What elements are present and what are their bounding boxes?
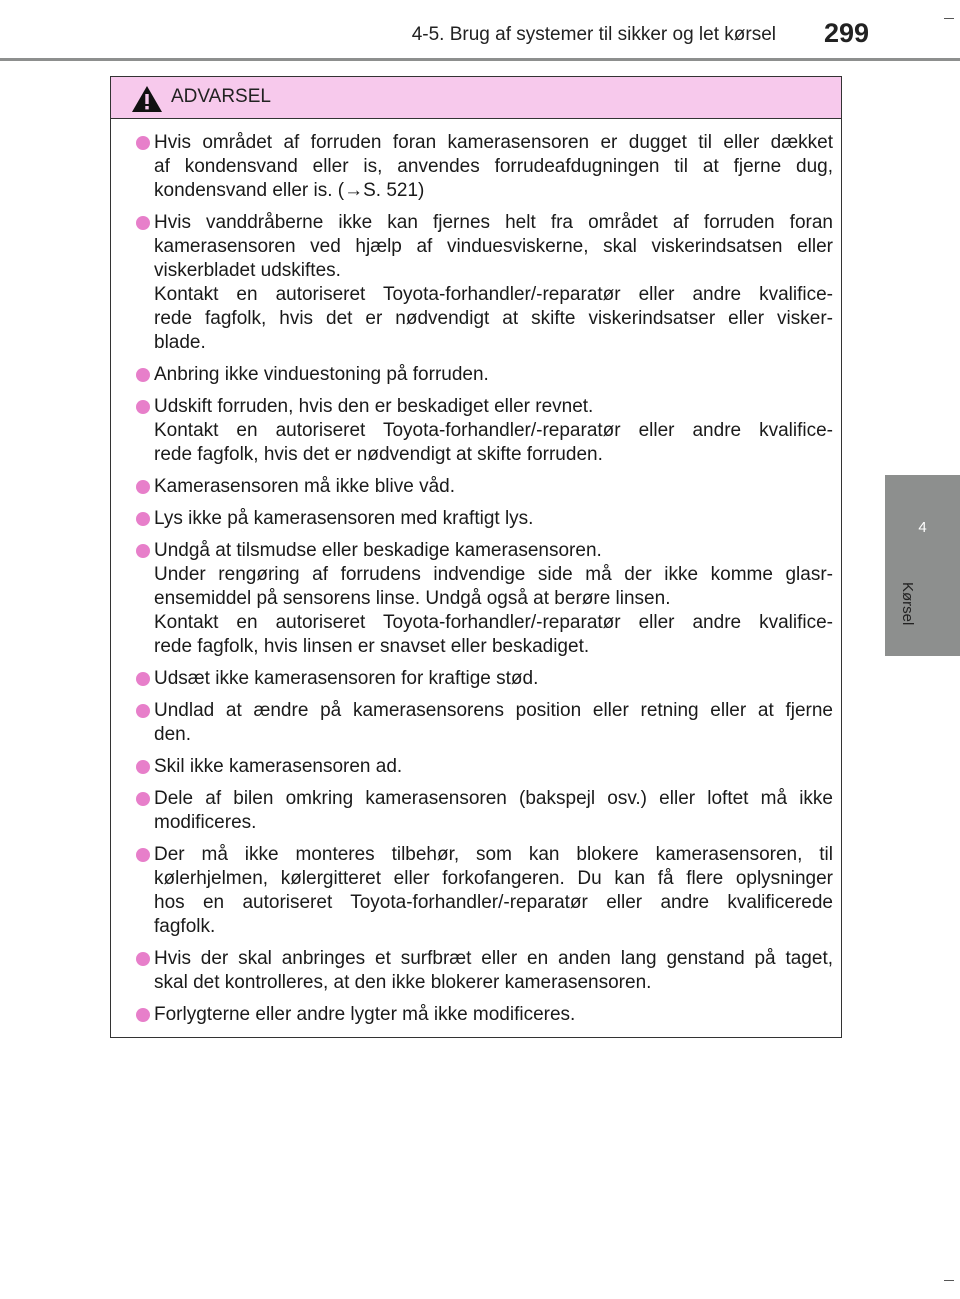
warning-item-line: blade.: [154, 332, 206, 353]
warning-item-line: af kondensvand eller is, anvendes forrudeafdugningen til at fjerne dug,: [154, 156, 833, 177]
warning-item-line: Kamerasensoren må ikke blive våd.: [154, 476, 455, 497]
bullet-icon: [136, 480, 150, 494]
warning-item-line: Udsæt ikke kamerasensoren for kraftige stød.: [154, 668, 539, 689]
warning-item: [111, 699, 841, 747]
warning-item-line: rede fagfolk, hvis linsen er snavset eller beskadiget.: [154, 636, 590, 657]
warning-item-line: fagfolk.: [154, 916, 216, 937]
warning-item-line: modificeres.: [154, 812, 257, 833]
section-title: 4-5. Brug af systemer til sikker og let kørsel: [411, 24, 776, 45]
warning-title: ADVARSEL: [171, 86, 271, 107]
bullet-icon: [136, 136, 150, 150]
warning-item-line: Dele af bilen omkring kamerasensoren (bakspejl osv.) eller loftet må ikke: [154, 788, 833, 809]
page-number: 299: [824, 18, 870, 48]
bullet-icon: [136, 704, 150, 718]
warning-item-line: skal det kontrolleres, at den ikke blokerer kamerasensoren.: [154, 972, 652, 993]
warning-item: [111, 787, 841, 835]
warning-item: [111, 211, 841, 355]
warning-item-line: Anbring ikke vinduestoning på forruden.: [154, 364, 489, 385]
chapter-tab: [885, 475, 960, 656]
bullet-icon: [136, 400, 150, 414]
warning-item: [111, 395, 841, 467]
warning-item-line: kølerhjelmen, kølergitteret eller forkofangeren. Du kan få flere oplysninger: [154, 868, 833, 889]
chapter-number: 4: [918, 519, 927, 536]
bullet-icon: [136, 368, 150, 382]
warning-item-line: kamerasensoren ved hjælp af vinduesviskerne, skal viskerindsatsen eller: [154, 236, 833, 257]
bullet-icon: [136, 848, 150, 862]
bullet-icon: [136, 952, 150, 966]
warning-item-line: Under rengøring af forrudens indvendige side må der ikke komme glasr-: [154, 564, 833, 585]
warning-item-line: viskerbladet udskiftes.: [154, 260, 341, 281]
warning-item: [111, 1003, 841, 1027]
header-rule: [0, 58, 960, 61]
warning-item-line: Kontakt en autoriseret Toyota-forhandler/-reparatør eller andre kvalifice-: [154, 284, 833, 305]
warning-item-line: hos en autoriseret Toyota-forhandler/-reparatør eller andre kvalificerede: [154, 892, 833, 913]
bullet-icon: [136, 672, 150, 686]
warning-item: [111, 131, 841, 203]
warning-item-line: Hvis vanddråberne ikke kan fjernes helt fra området af forruden foran: [154, 212, 833, 233]
warning-item-line: ensemiddel på sensorens linse. Undgå også at berøre linsen.: [154, 588, 671, 609]
warning-item-line: Undgå at tilsmudse eller beskadige kamerasensoren.: [154, 540, 602, 561]
warning-item-line: Forlygterne eller andre lygter må ikke modificeres.: [154, 1004, 576, 1025]
warning-item-line: rede fagfolk, hvis det er nødvendigt at skifte forruden.: [154, 444, 603, 465]
bullet-icon: [136, 544, 150, 558]
warning-item-line: Kontakt en autoriseret Toyota-forhandler/-reparatør eller andre kvalifice-: [154, 612, 833, 633]
warning-item-line: Hvis området af forruden foran kamerasensoren er dugget til eller dækket: [154, 132, 833, 153]
warning-item-line: kondensvand eller is. (→S. 521): [154, 180, 425, 201]
warning-item-line: den.: [154, 724, 191, 745]
warning-item: [111, 755, 841, 779]
warning-item-line: Der må ikke monteres tilbehør, som kan blokere kamerasensoren, til: [154, 844, 833, 865]
crop-mark-bottom: [944, 1280, 954, 1281]
crop-mark-top: [944, 18, 954, 19]
bullet-icon: [136, 760, 150, 774]
warning-item: [111, 947, 841, 995]
warning-item-line: Hvis der skal anbringes et surfbræt eller en anden lang genstand på taget,: [154, 948, 833, 969]
warning-triangle-icon: [131, 85, 163, 113]
warning-item-line: Lys ikke på kamerasensoren med kraftigt lys.: [154, 508, 534, 529]
bullet-icon: [136, 1008, 150, 1022]
warning-item-line: Skil ikke kamerasensoren ad.: [154, 756, 403, 777]
warning-item: [111, 475, 841, 499]
warning-item: [111, 507, 841, 531]
warning-item-line: Udskift forruden, hvis den er beskadiget eller revnet.: [154, 396, 594, 417]
warning-item-line: Kontakt en autoriseret Toyota-forhandler/-reparatør eller andre kvalifice-: [154, 420, 833, 441]
warning-item-line: Undlad at ændre på kamerasensorens position eller retning eller at fjerne: [154, 700, 833, 721]
warning-item: [111, 667, 841, 691]
bullet-icon: [136, 512, 150, 526]
bullet-icon: [136, 216, 150, 230]
warning-box: [110, 76, 842, 1038]
warning-item-line: rede fagfolk, hvis det er nødvendigt at skifte viskerindsatser eller visker-: [154, 308, 833, 329]
bullet-icon: [136, 792, 150, 806]
warning-item: [111, 363, 841, 387]
warning-header: [111, 77, 841, 119]
warning-list: [111, 131, 841, 1035]
warning-item: [111, 843, 841, 939]
chapter-label: Kørsel: [899, 582, 916, 626]
warning-item: [111, 539, 841, 659]
